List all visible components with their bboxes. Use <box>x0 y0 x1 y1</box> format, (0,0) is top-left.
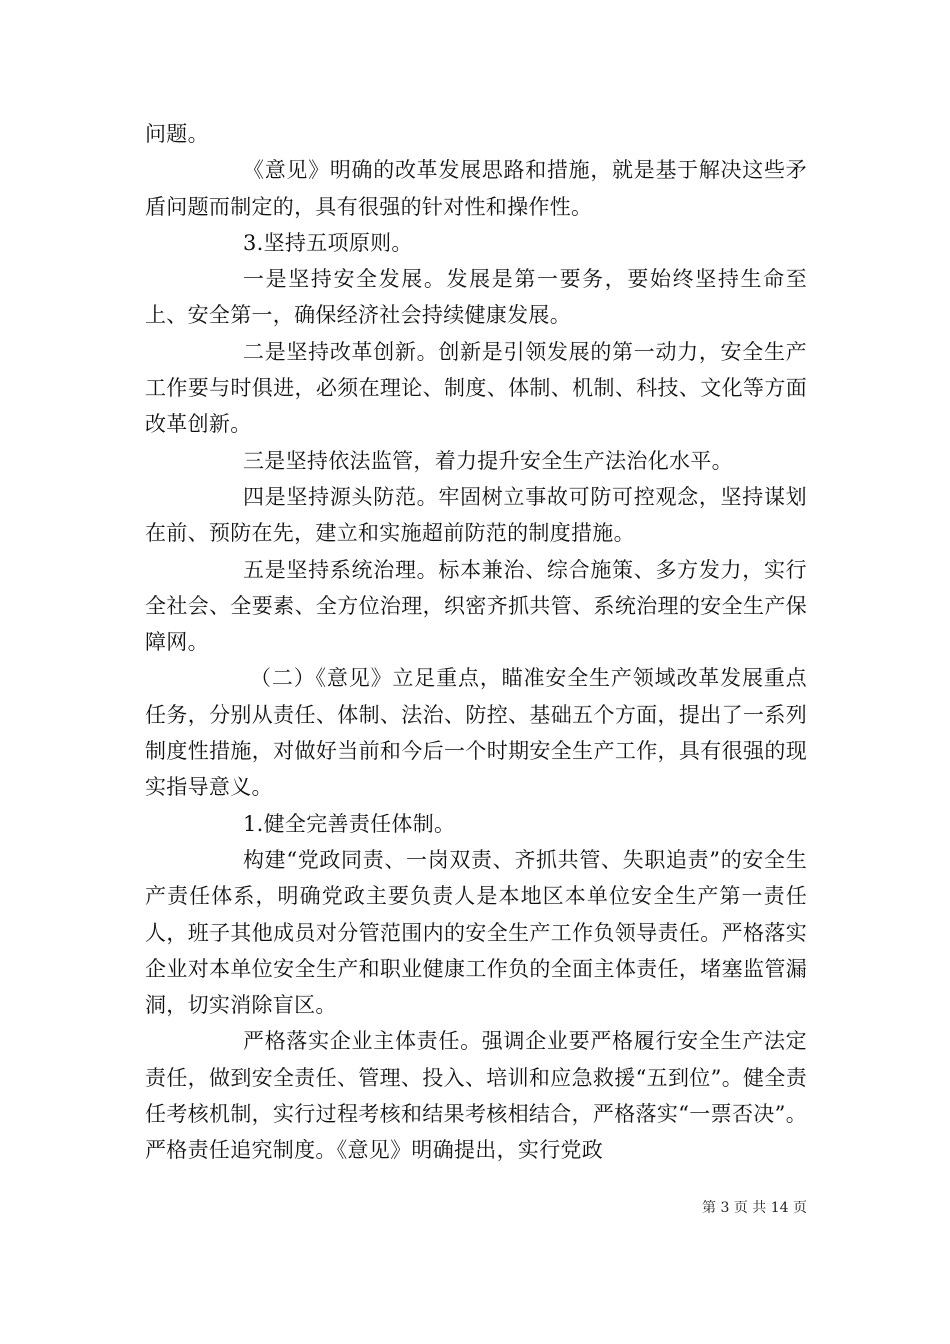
page-number-footer: 第 3 页 共 14 页 <box>702 1200 807 1216</box>
paragraph-1: 问题。 <box>145 122 209 146</box>
paragraph-11: 构建“党政同责、一岗双责、齐抓共管、失职追责”的安全生产责任体系，明确党政主要负责人是本地区本单位安全生产第一责任人，班子其他成员对分管范围内的安全生产工作负领导责任。严格落实企业对本单位安全生产和职业健康工作负的全面主体责任，堵塞监管漏洞，切实消除盲区。 <box>145 847 807 1018</box>
paragraph-3-heading: 3.坚持五项原则。 <box>243 230 413 255</box>
paragraph-2: 《意见》明确的改革发展思路和措施，就是基于解决这些矛盾问题而制定的，具有很强的针对性和操作性。 <box>145 158 807 219</box>
paragraph-5: 二是坚持改革创新。创新是引领发展的第一动力，安全生产工作要与时俱进，必须在理论、制度、体制、机制、科技、文化等方面改革创新。 <box>145 339 807 437</box>
paragraph-7: 四是坚持源头防范。牢固树立事故可防可控观念，坚持谋划在前、预防在先，建立和实施超前防范的制度措施。 <box>145 484 807 546</box>
paragraph-8: 五是坚持系统治理。标本兼治、综合施策、多方发力，实行全社会、全要素、全方位治理，织密齐抓共管、系统治理的安全生产保障网。 <box>145 557 807 655</box>
paragraph-4: 一是坚持安全发展。发展是第一要务，要始终坚持生命至上、安全第一，确保经济社会持续健康发展。 <box>145 267 807 328</box>
document-body <box>145 116 807 1169</box>
paragraph-9-section: （二）《意见》立足重点，瞄准安全生产领域改革发展重点任务，分别从责任、体制、法治、防控、基础五个方面，提出了一系列制度性措施，对做好当前和今后一个时期安全生产工作，具有很强的现实指导意义。 <box>145 666 807 800</box>
paragraph-6: 三是坚持依法监管，着力提升安全生产法治化水平。 <box>243 448 733 473</box>
paragraph-12: 严格落实企业主体责任。强调企业要严格履行安全生产法定责任，做到安全责任、管理、投入、培训和应急救援“五到位”。健全责任考核机制，实行过程考核和结果考核相结合，严格落实“一票否决”。严格责任追究制度。《意见》明确提出，实行党政 <box>145 1029 807 1163</box>
paragraph-10-heading: 1.健全完善责任体制。 <box>243 811 456 836</box>
